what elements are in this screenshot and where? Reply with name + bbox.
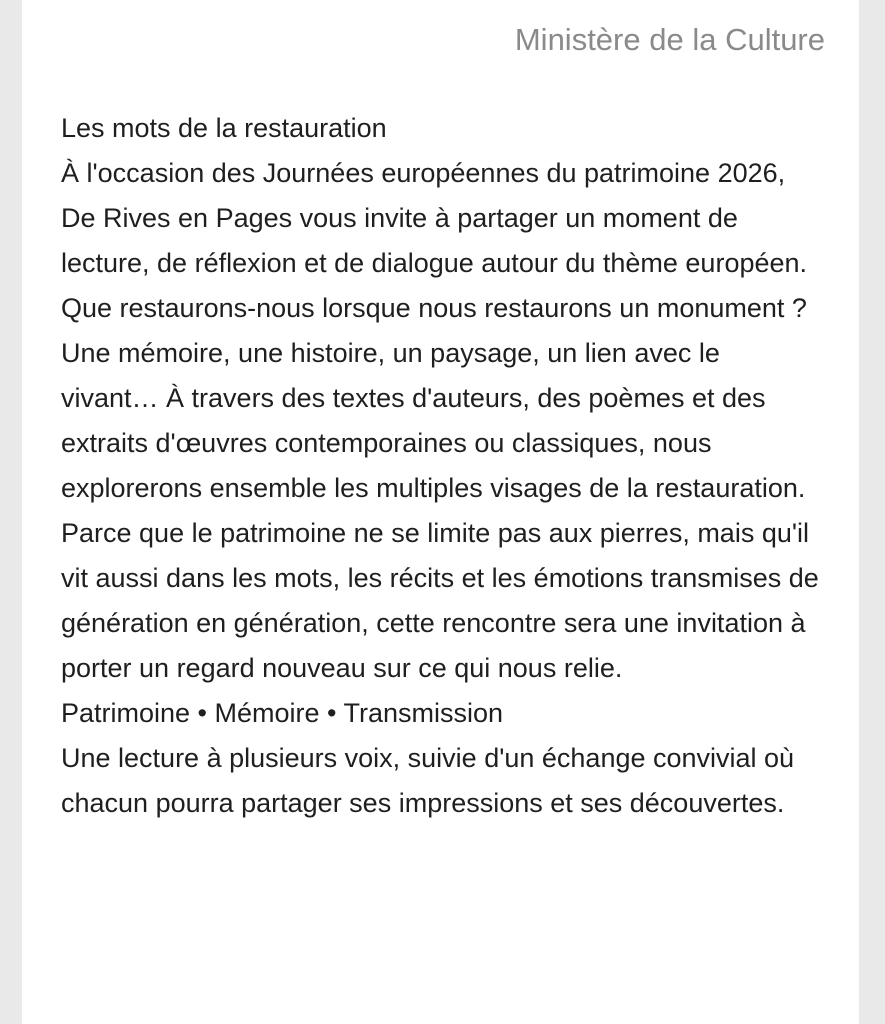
- post-paragraph-heritage: Parce que le patrimoine ne se limite pas aux pierres, mais qu'il vit aussi dans les mots, les récits et les émotions transmises de génération en génération, cette rencontre sera une invitation à porter un regard nouveau sur ce qui nous relie.: [61, 518, 819, 683]
- post-card: [22, 0, 859, 1024]
- post-title: Les mots de la restauration: [61, 113, 387, 143]
- post-tagline: Patrimoine • Mémoire • Transmission: [61, 698, 504, 728]
- post-paragraph-intro: À l'occasion des Journées européennes du patrimoine 2026, De Rives en Pages vous invite à partager un moment de lecture, de réflexion et de dialogue autour du thème européen.: [61, 158, 808, 278]
- post-body: [61, 106, 821, 826]
- source-label: Ministère de la Culture: [514, 22, 825, 57]
- post-paragraph-reading: Une lecture à plusieurs voix, suivie d'un échange convivial où chacun pourra partager ses impressions et ses découvertes.: [61, 743, 795, 818]
- post-paragraph-question: Que restaurons-nous lorsque nous restaurons un monument ? Une mémoire, une histoire, un paysage, un lien avec le vivant… À travers des textes d'auteurs, des poèmes et des extraits d'œuvres contemporaines ou classiques, nous explorerons ensemble les multiples visages de la restauration.: [61, 293, 807, 503]
